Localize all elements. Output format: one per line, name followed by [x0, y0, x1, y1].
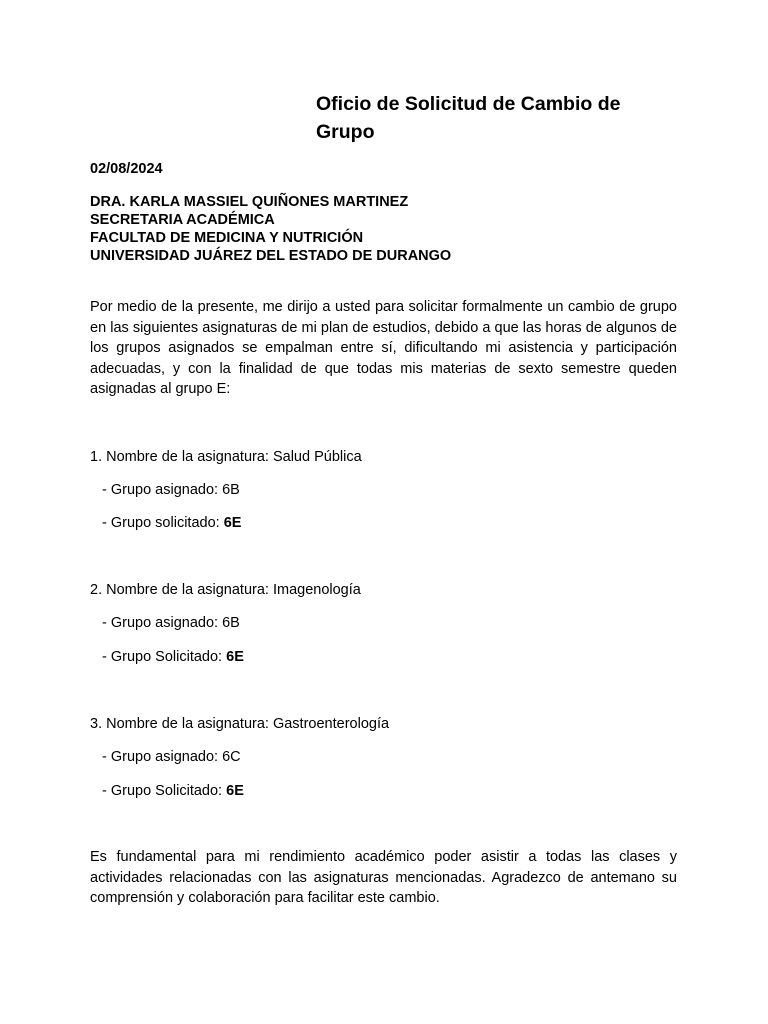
assigned-group: - Grupo asignado: 6B: [102, 615, 240, 631]
requested-group: [102, 648, 244, 666]
document-title: Oficio de Solicitud de Cambio de Grupo: [316, 93, 621, 143]
assigned-group: - Grupo asignado: 6C: [102, 749, 241, 765]
intro-paragraph: Por medio de la presente, me dirijo a usted para solicitar formalmente un cambio de grupo en las siguientes asignaturas de mi plan de estudios, debido a que las horas de algunos de los grupos asignados se empalman entre sí, dificultando mi asistencia y participación adecuadas, y con la finalidad de que todas mis materias de sexto semestre queden asignadas al grupo E:: [90, 299, 677, 398]
subject-heading: 2. Nombre de la asignatura: Imagenología: [90, 582, 361, 598]
requested-group: [102, 782, 244, 800]
subject-heading: 3. Nombre de la asignatura: Gastroenterología: [90, 716, 390, 732]
requested-group-label: - Grupo Solicitado:: [102, 783, 227, 799]
subject-heading: 1. Nombre de la asignatura: Salud Pública: [90, 449, 362, 465]
recipient-faculty: FACULTAD DE MEDICINA Y NUTRICIÓN: [90, 230, 364, 246]
recipient-block: [90, 193, 451, 265]
document-date: 02/08/2024: [90, 161, 163, 177]
requested-group-label: - Grupo solicitado:: [102, 515, 224, 531]
requested-group: [102, 514, 241, 532]
recipient-name: DRA. KARLA MASSIEL QUIÑONES MARTINEZ: [90, 194, 409, 210]
assigned-group: - Grupo asignado: 6B: [102, 482, 240, 498]
recipient-university: UNIVERSIDAD JUÁREZ DEL ESTADO DE DURANGO: [90, 248, 452, 264]
requested-group-value: 6E: [226, 783, 244, 799]
requested-group-value: 6E: [223, 515, 242, 531]
requested-group-value: 6E: [226, 649, 244, 665]
requested-group-label: - Grupo Solicitado:: [102, 649, 227, 665]
recipient-position: SECRETARIA ACADÉMICA: [90, 212, 275, 228]
closing-paragraph: Es fundamental para mi rendimiento académico poder asistir a todas las clases y actividades relacionadas con las asignaturas mencionadas. Agradezco de antemano su comprensión y colaboración para facilitar este cambio.: [90, 849, 677, 907]
